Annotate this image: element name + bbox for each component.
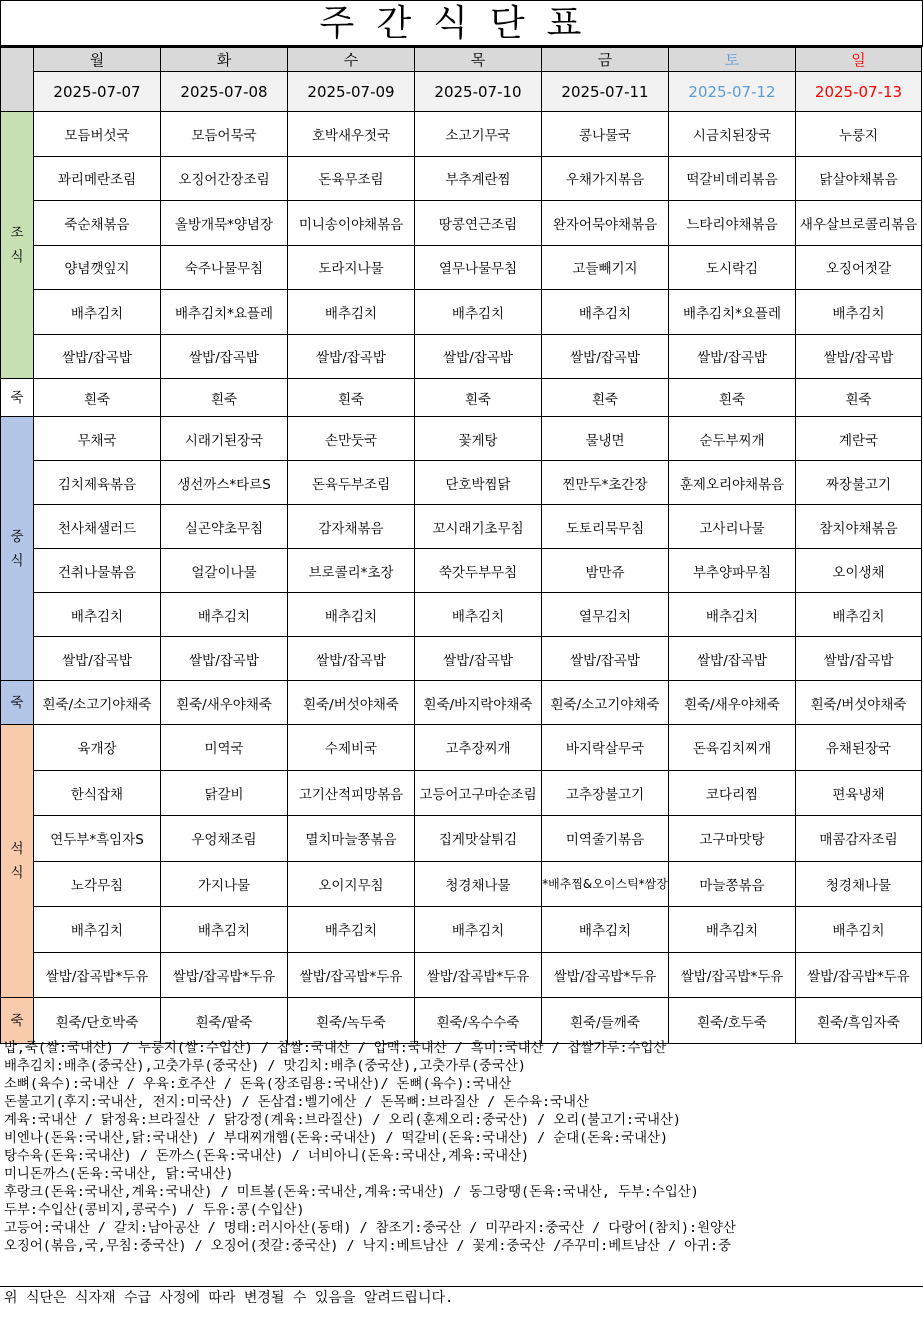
weekly-menu-table: [0, 47, 922, 1044]
day-header: 금: [542, 48, 669, 72]
menu-cell: 배추김치: [288, 593, 415, 637]
menu-cell: 배추김치: [34, 907, 161, 953]
origin-note-line: 탕수육(돈육:국내산) / 돈까스(돈육:국내산) / 너비아니(돈육:국내산,계육:국내산): [4, 1149, 530, 1164]
menu-cell: 배추김치: [796, 593, 922, 637]
menu-cell: 미역국: [161, 725, 288, 771]
page-title: 주간식단표: [0, 0, 923, 47]
menu-cell: 부추계란찜: [415, 156, 542, 201]
menu-cell: 쌀밥/잡곡밥: [161, 334, 288, 379]
menu-cell: 흰죽: [415, 379, 542, 417]
header-corner: [1, 48, 34, 112]
date-header: 2025-07-08: [161, 72, 288, 112]
menu-row: [1, 112, 922, 157]
menu-row: [1, 334, 922, 379]
day-header-saturday: 토: [669, 48, 796, 72]
menu-row: [1, 290, 922, 335]
menu-row: [1, 156, 922, 201]
menu-cell: 죽순채볶음: [34, 201, 161, 246]
menu-cell: 우채가지볶음: [542, 156, 669, 201]
menu-cell: 흰죽/버섯야채죽: [796, 681, 922, 725]
menu-cell: 흰죽/녹두죽: [288, 998, 415, 1044]
menu-cell: 고사리나물: [669, 505, 796, 549]
menu-cell: 쌀밥/잡곡밥*두유: [796, 952, 922, 998]
menu-cell: 쌀밥/잡곡밥*두유: [542, 952, 669, 998]
menu-cell: 배추김치: [161, 907, 288, 953]
menu-cell: 단호박찜닭: [415, 461, 542, 505]
menu-cell: 돈육무조림: [288, 156, 415, 201]
menu-cell: 물냉면: [542, 417, 669, 461]
menu-cell: 고추장불고기: [542, 770, 669, 816]
menu-cell: 흰죽: [669, 379, 796, 417]
meal-label: 죽: [1, 681, 34, 725]
menu-cell: 꽈리메란조림: [34, 156, 161, 201]
menu-row: [1, 681, 922, 725]
menu-cell: 한식잡채: [34, 770, 161, 816]
origin-note-line: 돈불고기(후지:국내산, 전지:미국산) / 돈삼겹:벨기에산 / 돈목뼈:브라질산 / 돈수육:국내산: [4, 1095, 589, 1110]
menu-cell: 흰죽/흑임자죽: [796, 998, 922, 1044]
menu-cell: 꼬시래기초무침: [415, 505, 542, 549]
origin-note-line: 소뼈(육수):국내산 / 우육:호주산 / 돈육(장조림용:국내산)/ 돈뼈(육수):국내산: [4, 1077, 512, 1092]
menu-cell: 건취나물볶음: [34, 549, 161, 593]
menu-cell: 흰죽/들깨죽: [542, 998, 669, 1044]
origin-note-line: 오징어(볶음,국,무침:중국산) / 오징어(젓갈:중국산) / 낙지:베트남산 / 꽃게:중국산 /주꾸미:베트남산 / 아귀:중: [4, 1239, 732, 1254]
menu-cell: 숙주나물무침: [161, 245, 288, 290]
menu-cell: 김치제육볶음: [34, 461, 161, 505]
menu-cell: 배추김치: [542, 907, 669, 953]
menu-cell: 배추김치: [34, 593, 161, 637]
menu-cell: 쌀밥/잡곡밥: [34, 334, 161, 379]
menu-cell: 쌀밥/잡곡밥: [669, 637, 796, 681]
menu-cell: 고들빼기지: [542, 245, 669, 290]
menu-cell: 시래기된장국: [161, 417, 288, 461]
menu-cell: 노각무침: [34, 861, 161, 907]
menu-cell: 편육냉채: [796, 770, 922, 816]
menu-cell: 쑥갓두부무침: [415, 549, 542, 593]
menu-row: [1, 461, 922, 505]
day-header-sunday: 일: [796, 48, 922, 72]
menu-cell: 콩나물국: [542, 112, 669, 157]
day-header: 화: [161, 48, 288, 72]
menu-cell: 쌀밥/잡곡밥: [542, 637, 669, 681]
menu-cell: 매콤감자조림: [796, 816, 922, 862]
menu-cell: 순두부찌개: [669, 417, 796, 461]
origin-note-line: 계육:국내산 / 닭정육:브라질산 / 닭강정(계육:브라질산) / 오리(훈제오리:중국산) / 오리(불고기:국내산): [4, 1113, 681, 1128]
menu-cell: 고추장찌개: [415, 725, 542, 771]
menu-cell: 배추김치: [796, 907, 922, 953]
menu-cell: 가지나물: [161, 861, 288, 907]
menu-cell: 배추김치: [161, 593, 288, 637]
menu-cell: 얼갈이나물: [161, 549, 288, 593]
menu-row: [1, 861, 922, 907]
menu-cell: 쌀밥/잡곡밥: [288, 637, 415, 681]
menu-cell: 수제비국: [288, 725, 415, 771]
menu-row: [1, 816, 922, 862]
menu-cell: 흰죽/단호박죽: [34, 998, 161, 1044]
menu-cell: 배추김치*요플레: [669, 290, 796, 335]
menu-cell: 모듬어묵국: [161, 112, 288, 157]
date-header: 2025-07-09: [288, 72, 415, 112]
menu-cell: 배추김치: [669, 907, 796, 953]
menu-cell: 밤만쥬: [542, 549, 669, 593]
date-header: 2025-07-11: [542, 72, 669, 112]
menu-cell: 쌀밥/잡곡밥: [161, 637, 288, 681]
menu-row: [1, 952, 922, 998]
menu-cell: 올방개묵*양념장: [161, 201, 288, 246]
menu-cell: 오이생채: [796, 549, 922, 593]
menu-cell: 쌀밥/잡곡밥*두유: [288, 952, 415, 998]
menu-cell: 흰죽: [288, 379, 415, 417]
menu-cell: 청경채나물: [796, 861, 922, 907]
menu-cell: 참치야채볶음: [796, 505, 922, 549]
menu-row: [1, 637, 922, 681]
menu-row: [1, 725, 922, 771]
menu-row: [1, 770, 922, 816]
menu-cell: 흰죽/새우야채죽: [161, 681, 288, 725]
menu-cell: 쌀밥/잡곡밥*두유: [34, 952, 161, 998]
menu-cell: 양념깻잎지: [34, 245, 161, 290]
menu-cell: 유채된장국: [796, 725, 922, 771]
menu-cell: 흰죽: [34, 379, 161, 417]
menu-cell: 연두부*흑임자S: [34, 816, 161, 862]
menu-row: [1, 417, 922, 461]
menu-cell: 배추김치: [669, 593, 796, 637]
menu-cell: 쌀밥/잡곡밥: [34, 637, 161, 681]
origin-note-line: 고등어:국내산 / 갈치:남아공산 / 명태:러시아산(동태) / 참조기:중국산 / 미꾸라지:중국산 / 다랑어(참치):원양산: [4, 1221, 736, 1236]
menu-cell: 쌀밥/잡곡밥*두유: [161, 952, 288, 998]
menu-cell: 미역줄기볶음: [542, 816, 669, 862]
day-header: 목: [415, 48, 542, 72]
menu-cell: 고등어고구마순조림: [415, 770, 542, 816]
meal-label: 죽: [1, 998, 34, 1044]
menu-cell: 배추김치: [415, 593, 542, 637]
date-header-sunday: 2025-07-13: [796, 72, 922, 112]
menu-cell: 열무나물무침: [415, 245, 542, 290]
menu-cell: 훈제오리야채볶음: [669, 461, 796, 505]
menu-cell: 떡갈비데리볶음: [669, 156, 796, 201]
menu-cell: 육개장: [34, 725, 161, 771]
menu-cell: 모듬버섯국: [34, 112, 161, 157]
menu-cell: 돈육김치찌개: [669, 725, 796, 771]
origin-notes: [0, 1040, 923, 1256]
menu-cell: 오징어간장조림: [161, 156, 288, 201]
menu-cell: 부추양파무침: [669, 549, 796, 593]
menu-cell: 배추김치: [34, 290, 161, 335]
menu-cell: 집게맛살튀김: [415, 816, 542, 862]
menu-cell: 마늘쫑볶음: [669, 861, 796, 907]
menu-cell: 고기산적피망볶음: [288, 770, 415, 816]
menu-cell: 쌀밥/잡곡밥: [415, 637, 542, 681]
menu-cell: 누룽지: [796, 112, 922, 157]
menu-cell: 느타리야채볶음: [669, 201, 796, 246]
menu-cell: 찐만두*초간장: [542, 461, 669, 505]
menu-cell: 오징어젓갈: [796, 245, 922, 290]
menu-cell: 미니송이야채볶음: [288, 201, 415, 246]
menu-cell: *배추찜&오이스틱*쌈장: [542, 861, 669, 907]
menu-cell: 쌀밥/잡곡밥: [542, 334, 669, 379]
menu-cell: 시금치된장국: [669, 112, 796, 157]
meal-label: 중 식: [1, 417, 34, 681]
menu-cell: 흰죽/팥죽: [161, 998, 288, 1044]
menu-cell: 짜장불고기: [796, 461, 922, 505]
menu-cell: 소고기무국: [415, 112, 542, 157]
menu-cell: 배추김치*요플레: [161, 290, 288, 335]
menu-cell: 감자채볶음: [288, 505, 415, 549]
menu-cell: 쌀밥/잡곡밥*두유: [669, 952, 796, 998]
menu-row: [1, 245, 922, 290]
menu-cell: 실곤약초무침: [161, 505, 288, 549]
menu-cell: 천사채샐러드: [34, 505, 161, 549]
menu-cell: 흰죽/옥수수죽: [415, 998, 542, 1044]
menu-cell: 열무김치: [542, 593, 669, 637]
menu-row: [1, 549, 922, 593]
menu-cell: 흰죽: [796, 379, 922, 417]
menu-row: [1, 998, 922, 1044]
menu-row: [1, 593, 922, 637]
day-header: 월: [34, 48, 161, 72]
menu-cell: 배추김치: [415, 290, 542, 335]
menu-cell: 고구마맛탕: [669, 816, 796, 862]
menu-cell: 돈육두부조림: [288, 461, 415, 505]
menu-cell: 흰죽/소고기야채죽: [542, 681, 669, 725]
date-header: 2025-07-07: [34, 72, 161, 112]
menu-cell: 청경채나물: [415, 861, 542, 907]
origin-note-line: 배추김치:배추(중국산),고춧가루(중국산) / 맛김치:배추(중국산),고춧가루(중국산): [4, 1059, 526, 1074]
menu-cell: 쌀밥/잡곡밥*두유: [415, 952, 542, 998]
menu-cell: 코다리찜: [669, 770, 796, 816]
menu-cell: 쌀밥/잡곡밥: [796, 637, 922, 681]
menu-cell: 흰죽/소고기야채죽: [34, 681, 161, 725]
menu-cell: 쌀밥/잡곡밥: [288, 334, 415, 379]
menu-cell: 완자어묵야채볶음: [542, 201, 669, 246]
menu-cell: 흰죽/새우야채죽: [669, 681, 796, 725]
date-header-saturday: 2025-07-12: [669, 72, 796, 112]
menu-cell: 닭살야채볶음: [796, 156, 922, 201]
menu-cell: 쌀밥/잡곡밥: [669, 334, 796, 379]
menu-cell: 흰죽: [542, 379, 669, 417]
meal-label: 석 식: [1, 725, 34, 998]
menu-cell: 흰죽/버섯야채죽: [288, 681, 415, 725]
menu-cell: 배추김치: [288, 907, 415, 953]
menu-cell: 바지락살무국: [542, 725, 669, 771]
menu-cell: 손만둣국: [288, 417, 415, 461]
menu-row: [1, 505, 922, 549]
menu-cell: 흰죽/바지락야채죽: [415, 681, 542, 725]
menu-cell: 배추김치: [415, 907, 542, 953]
menu-cell: 배추김치: [542, 290, 669, 335]
origin-note-line: 밥,죽(쌀:국내산) / 누룽지(쌀:수입산) / 찹쌀:국내산 / 압맥:국내산 / 흑미:국내산 / 찹쌀가루:수입산: [4, 1041, 667, 1056]
origin-note-line: 후랑크(돈육:국내산,계육:국내산) / 미트볼(돈육:국내산,계육:국내산) / 동그랑땡(돈육:국내산, 두부:수입산): [4, 1185, 699, 1200]
menu-cell: 쌀밥/잡곡밥: [415, 334, 542, 379]
menu-cell: 계란국: [796, 417, 922, 461]
menu-cell: 호박새우젓국: [288, 112, 415, 157]
origin-note-line: 미니돈까스(돈육:국내산, 닭:국내산): [4, 1167, 234, 1182]
menu-cell: 쌀밥/잡곡밥: [796, 334, 922, 379]
menu-cell: 오이지무침: [288, 861, 415, 907]
meal-label: 조 식: [1, 112, 34, 379]
menu-cell: 배추김치: [796, 290, 922, 335]
day-header: 수: [288, 48, 415, 72]
menu-row: [1, 201, 922, 246]
origin-note-line: 비엔나(돈육:국내산,닭:국내산) / 부대찌개햄(돈육:국내산) / 떡갈비(돈육:국내산) / 순대(돈육:국내산): [4, 1131, 669, 1146]
origin-note-line: 두부:수입산(콩비지,콩국수) / 두유:콩(수입산): [4, 1203, 305, 1218]
menu-cell: 도토리묵무침: [542, 505, 669, 549]
menu-cell: 도시락김: [669, 245, 796, 290]
meal-label: 죽: [1, 379, 34, 417]
menu-row: [1, 907, 922, 953]
menu-cell: 새우살브로콜리볶음: [796, 201, 922, 246]
menu-row: [1, 379, 922, 417]
menu-cell: 흰죽: [161, 379, 288, 417]
date-header: 2025-07-10: [415, 72, 542, 112]
menu-cell: 배추김치: [288, 290, 415, 335]
footer-notice: 위 식단은 식자재 수급 사정에 따라 변경될 수 있음을 알려드립니다.: [0, 1286, 923, 1307]
menu-cell: 우엉채조림: [161, 816, 288, 862]
menu-cell: 멸치마늘쫑볶음: [288, 816, 415, 862]
menu-cell: 생선까스*타르S: [161, 461, 288, 505]
menu-cell: 브로콜리*초장: [288, 549, 415, 593]
menu-cell: 꽃게탕: [415, 417, 542, 461]
menu-cell: 무채국: [34, 417, 161, 461]
menu-cell: 닭갈비: [161, 770, 288, 816]
menu-cell: 땅콩연근조림: [415, 201, 542, 246]
menu-cell: 도라지나물: [288, 245, 415, 290]
menu-cell: 흰죽/호두죽: [669, 998, 796, 1044]
